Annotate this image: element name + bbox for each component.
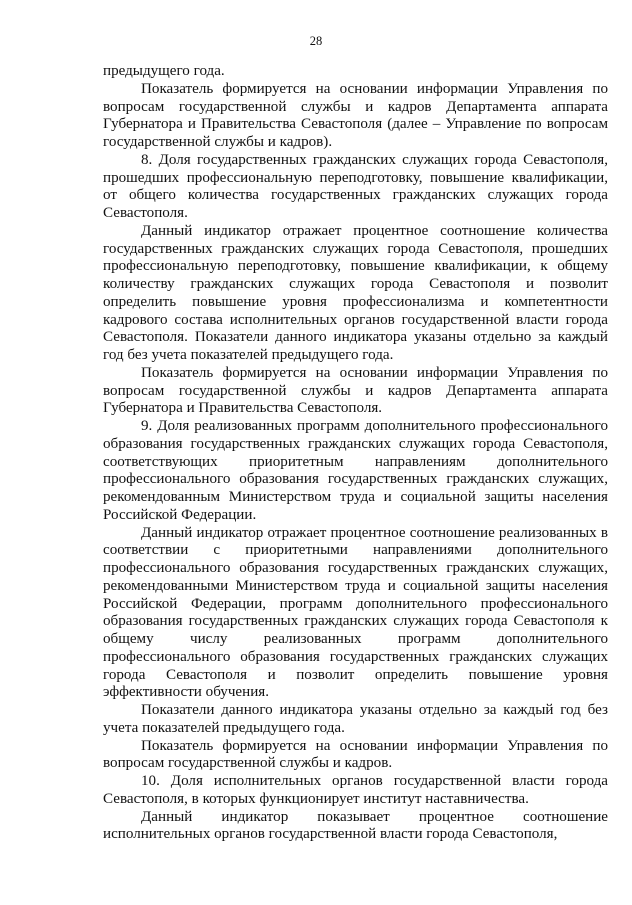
paragraph: Показатель формируется на основании информации Управления по вопросам государственной службы и кадров Департамента аппарата Губернатора и Правительства Севастополя. bbox=[103, 364, 608, 417]
paragraph: 9. Доля реализованных программ дополнительного профессионального образования государственных гражданских служащих города Севастополя, соответствующих приоритетным направлениям дополнительного профессионального образования государственных гражданских служащих, рекомендованным Министерством труда и социальной защиты населения Российской Федерации. bbox=[103, 418, 608, 523]
paragraph: Данный индикатор отражает процентное соотношение количества государственных гражданских служащих города Севастополя, прошедших профессиональную переподготовку, повышение квалификации, к общему количеству гражданских служащих города Севастополя и позволит определить повышение уровня профессионализма и компетентности кадрового состава исполнительных органов государственной власти города Севастополя. Показатели данного индикатора указаны отдельно за каждый год без учета показателей предыдущего года. bbox=[103, 222, 608, 363]
paragraph: 10. Доля исполнительных органов государственной власти города Севастополя, в которых функционирует институт наставничества. bbox=[103, 773, 608, 807]
paragraph: 8. Доля государственных гражданских служащих города Севастополя, прошедших профессиональную переподготовку, повышение квалификации, от общего количества государственных гражданских служащих города Севастополя. bbox=[103, 151, 608, 221]
page-number: 28 bbox=[309, 34, 323, 48]
paragraph: Данный индикатор показывает процентное соотношение исполнительных органов государственной власти города Севастополя, bbox=[103, 808, 608, 843]
document-body bbox=[103, 63, 608, 844]
paragraph: Показатель формируется на основании информации Управления по вопросам государственной службы и кадров Департамента аппарата Губернатора и Правительства Севастополя (далее – Управление по вопросам государственной службы и кадров). bbox=[103, 80, 608, 150]
paragraph: Показатель формируется на основании информации Управления по вопросам государственной службы и кадров. bbox=[103, 737, 608, 772]
paragraph: Данный индикатор отражает процентное соотношение реализованных в соответствии с приоритетными направлениями дополнительного профессионального образования государственных гражданских служащих, рекомендованными Министерством труда и социальной защиты населения Российской Федерации, программ дополнительного профессионального образования государственных гражданских служащих города Севастополя к общему числу реализованных программ дополнительного профессионального образования государственных гражданских служащих города Севастополя и позволит определить повышение уровня эффективности обучения. bbox=[103, 524, 608, 701]
paragraph: предыдущего года. bbox=[103, 63, 225, 79]
paragraph: Показатели данного индикатора указаны отдельно за каждый год без учета показателей предыдущего года. bbox=[103, 702, 608, 736]
